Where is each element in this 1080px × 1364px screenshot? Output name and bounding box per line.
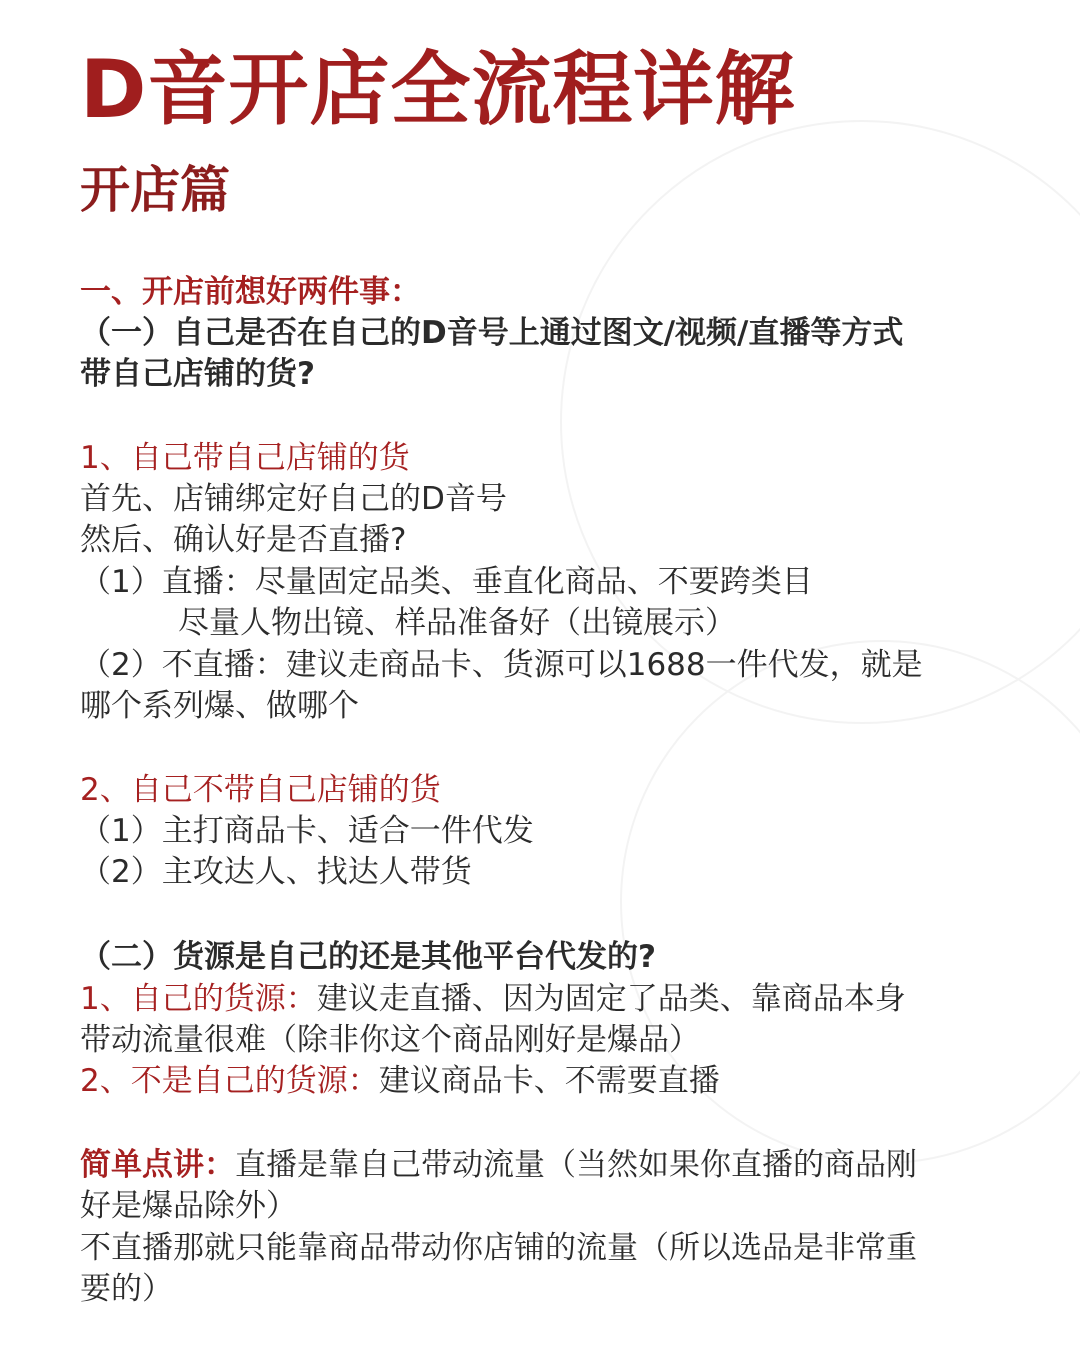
case-1-line-2: 然后、确认好是否直播? [80,522,407,558]
source-2-text: 建议商品卡、不需要直播 [378,1063,720,1099]
source-2 [80,1061,720,1101]
question-2: （二）货源是自己的还是其他平台代发的? [80,939,656,975]
question-1-line-1: （一）自己是否在自己的D音号上通过图文/视频/直播等方式 [80,315,904,351]
source-1-line-2: 带动流量很难（除非你这个商品刚好是爆品） [80,1022,700,1058]
case-2-line-1: （1）主打商品卡、适合一件代发 [80,813,534,849]
source-1-text: 建议走直播、因为固定了品类、靠商品本身 [316,981,906,1017]
case-1-line-4: 尽量人物出镜、样品准备好（出镜展示） [178,605,736,641]
page-title: D音开店全流程详解 [80,43,796,136]
case-1-line-5: （2）不直播：建议走商品卡、货源可以1688一件代发，就是 [80,647,923,683]
summary [80,1145,917,1185]
case-1-line-3: （1）直播：尽量固定品类、垂直化商品、不要跨类目 [80,564,813,600]
summary-line-3: 不直播那就只能靠商品带动你店铺的流量（所以选品是非常重 [80,1230,917,1266]
summary-text: 直播是靠自己带动流量（当然如果你直播的商品刚 [235,1147,917,1183]
source-1-label: 1、自己的货源： [80,981,317,1017]
case-2-heading: 2、自己不带自己店铺的货 [80,772,441,808]
section-heading: 一、开店前想好两件事： [80,274,421,310]
source-1 [80,979,906,1019]
case-2-line-2: （2）主攻达人、找达人带货 [80,854,472,890]
page-subtitle: 开店篇 [80,161,230,219]
case-1-line-1: 首先、店铺绑定好自己的D音号 [80,481,507,517]
summary-line-4: 要的） [80,1271,173,1307]
question-1-line-2: 带自己店铺的货? [80,356,315,392]
case-1-heading: 1、自己带自己店铺的货 [80,440,410,476]
source-2-label: 2、不是自己的货源： [80,1063,379,1099]
summary-line-2: 好是爆品除外） [80,1188,297,1224]
case-1-line-6: 哪个系列爆、做哪个 [80,688,359,724]
summary-label: 简单点讲： [80,1147,235,1183]
